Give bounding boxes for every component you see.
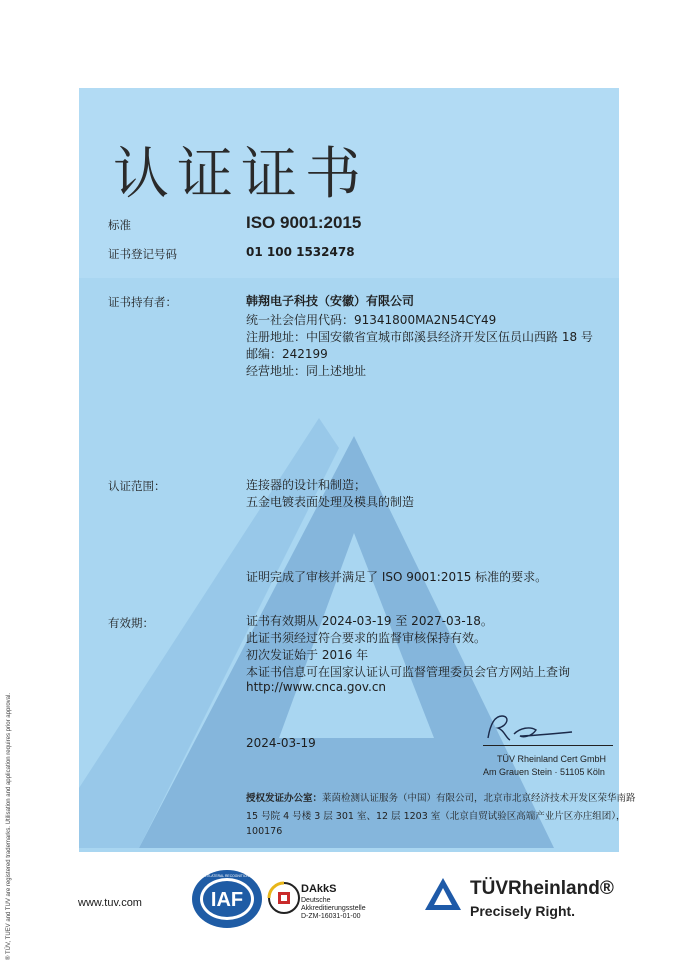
office-label: 授权发证办公室： [246, 793, 323, 804]
standard-label: 标准 [108, 218, 131, 232]
validity-line: 证书有效期从 2024-03-19 至 2027-03-18。 [246, 614, 493, 628]
iaf-ring-text: MEMBER OF MULTILATERAL RECOGNITION ARRANGEMENT [177, 874, 277, 878]
website-link[interactable]: www.tuv.com [78, 897, 142, 909]
validity-line: 本证书信息可在国家认证认可监督管理委员会官方网站上查询 [246, 665, 571, 679]
dakks-line: Deutsche [301, 897, 331, 904]
dakks-line: Akkreditierungsstelle [301, 905, 366, 912]
tuv-slogan: Precisely Right. [470, 903, 576, 919]
holder-name: 韩翔电子科技（安徽）有限公司 [246, 294, 415, 308]
holder-label: 证书持有者： [108, 295, 177, 309]
holder-reg-address: 注册地址：中国安徽省宣城市郎溪县经济开发区伍员山西路 18 号 [246, 330, 593, 344]
standard-value: ISO 9001:2015 [246, 213, 362, 232]
office-line [246, 790, 636, 804]
scope-line: 连接器的设计和制造； [246, 478, 367, 492]
scope-line: 五金电镀表面处理及模具的制造 [246, 495, 415, 509]
signature [480, 708, 580, 748]
dakks-line: D-ZM-16031-01-00 [301, 913, 361, 920]
holder-credit-code: 统一社会信用代码：91341800MA2N54CY49 [246, 313, 497, 327]
tuv-brand: TÜVRheinland® [470, 878, 614, 899]
signature-line [483, 745, 613, 746]
trademark-note: ® TÜV, TUEV and TUV are registered trademarks. Utilisation and application requires prior approval. [6, 693, 12, 960]
tuv-triangle-icon [423, 876, 463, 912]
holder-op-address: 经营地址：同上述地址 [246, 364, 367, 378]
validity-line: 初次发证始于 2016 年 [246, 648, 369, 662]
issuer-address: Am Grauen Stein · 51105 Köln [483, 767, 605, 777]
scope-label: 认证范围： [108, 479, 166, 493]
page-title: 认证证书 [113, 142, 369, 207]
iaf-text: IAF [210, 889, 244, 911]
holder-postcode: 邮编：242199 [246, 347, 328, 361]
office-text: 莱茵检测认证服务（中国）有限公司，北京市北京经济技术开发区荣华南路 [322, 793, 636, 804]
iaf-logo [177, 868, 277, 930]
office-line: 15 号院 4 号楼 3 层 301 室、12 层 1203 室（北京自贸试验区高端产业片区亦庄组团）， [246, 811, 626, 822]
issuer-name: TÜV Rheinland Cert GmbH [497, 754, 607, 764]
validity-label: 有效期： [108, 616, 154, 630]
regno-value: 01 100 1532478 [246, 245, 355, 259]
regno-label: 证书登记号码 [108, 247, 177, 261]
office-line: 100176 [246, 826, 283, 837]
dakks-emblem [266, 870, 300, 926]
audit-statement: 证明完成了审核并满足了 ISO 9001:2015 标准的要求。 [246, 570, 548, 584]
dakks-title: DAkkS [301, 883, 337, 895]
cnca-link[interactable]: http://www.cnca.gov.cn [246, 680, 387, 694]
validity-line: 此证书须经过符合要求的监督审核保持有效。 [246, 631, 487, 645]
issue-date: 2024-03-19 [246, 736, 316, 750]
